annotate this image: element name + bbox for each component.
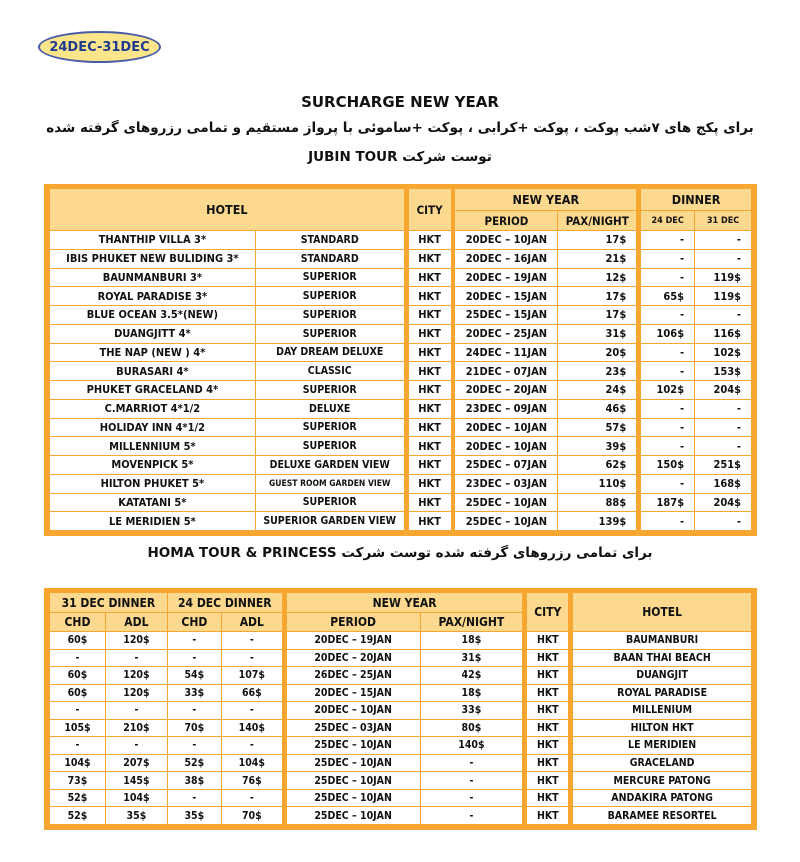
table-row (50, 287, 752, 306)
period-header: PERIOD (455, 211, 558, 231)
room-type-cell: SUPERIOR (255, 268, 404, 287)
pax-night-cell: 46$ (558, 399, 637, 418)
room-type-cell: SUPERIOR (255, 437, 404, 456)
chd-24-cell: 38$ (167, 772, 221, 790)
period-cell: 25DEC – 03JAN (286, 719, 420, 737)
period-cell: 20DEC – 10JAN (455, 231, 558, 250)
surcharge-table-frame (44, 184, 757, 536)
room-type-cell: SUPERIOR (255, 306, 404, 325)
adl-31-cell: - (105, 737, 167, 755)
city-cell: HKT (408, 287, 451, 306)
dinner-24dec-cell: - (641, 418, 695, 437)
city-cell: HKT (408, 381, 451, 400)
table-row (50, 437, 752, 456)
pax-night-cell: 31$ (420, 649, 523, 667)
dinner-31dec-cell: 204$ (695, 381, 752, 400)
chd-24-cell: - (167, 789, 221, 807)
dinner-31dec-cell: 116$ (695, 324, 752, 343)
hotel-cell: IBIS PHUKET NEW BULIDING 3* (50, 249, 256, 268)
table-row (50, 632, 752, 650)
chd-31-cell: 60$ (50, 684, 106, 702)
hotel-cell: DUANGJITT 4* (50, 324, 256, 343)
hotel-cell: BAUMANBURI (573, 632, 752, 650)
hotel-cell: BAAN THAI BEACH (573, 649, 752, 667)
room-type-cell: SUPERIOR (255, 287, 404, 306)
pax-night-cell: 57$ (558, 418, 637, 437)
adl-31-cell: - (105, 702, 167, 720)
dinner-header: DINNER (641, 189, 752, 211)
city-cell: HKT (527, 754, 569, 772)
adl-31-cell: 104$ (105, 789, 167, 807)
city-cell: HKT (408, 343, 451, 362)
room-type-cell: DELUXE GARDEN VIEW (255, 456, 404, 475)
room-type-cell: SUPERIOR (255, 493, 404, 512)
city-cell: HKT (408, 362, 451, 381)
hotel-cell: BURASARI 4* (50, 362, 256, 381)
period-cell: 20DEC – 15JAN (455, 287, 558, 306)
period-cell: 23DEC – 03JAN (455, 474, 558, 493)
adl-24-cell: - (221, 632, 282, 650)
dinner-31dec-cell: - (695, 231, 752, 250)
adl-31-cell: 207$ (105, 754, 167, 772)
period-cell: 25DEC – 10JAN (286, 789, 420, 807)
pax-night-cell: 20$ (558, 343, 637, 362)
period-cell: 20DEC – 10JAN (286, 702, 420, 720)
adl-31-cell: 120$ (105, 667, 167, 685)
table-row (50, 362, 752, 381)
chd-31-cell: 52$ (50, 807, 106, 825)
hotel-cell: ANDAKIRA PATONG (573, 789, 752, 807)
table-row (50, 324, 752, 343)
dinner-24dec-cell: - (641, 362, 695, 381)
chd-31-cell: - (50, 737, 106, 755)
room-type-cell: DELUXE (255, 399, 404, 418)
period-cell: 25DEC – 10JAN (286, 754, 420, 772)
dinner-24dec-cell: - (641, 231, 695, 250)
dinner-31dec-cell: 168$ (695, 474, 752, 493)
new-year-header: NEW YEAR (455, 189, 637, 211)
dinner-31dec-cell: 119$ (695, 268, 752, 287)
city-cell: HKT (408, 268, 451, 287)
pax-night-cell: 110$ (558, 474, 637, 493)
hotel-cell: MILLENIUM (573, 702, 752, 720)
table-row (50, 249, 752, 268)
chd-24-cell: - (167, 649, 221, 667)
hotel-cell: PHUKET GRACELAND 4* (50, 381, 256, 400)
adl-24-cell: 104$ (221, 754, 282, 772)
city-cell: HKT (527, 702, 569, 720)
chd-24-cell: - (167, 632, 221, 650)
room-type-cell: SUPERIOR (255, 381, 404, 400)
city-cell: HKT (527, 632, 569, 650)
dinner-24dec-cell: - (641, 268, 695, 287)
city-cell: HKT (408, 512, 451, 531)
city-cell: HKT (527, 649, 569, 667)
pax-night-cell: 18$ (420, 684, 523, 702)
city-cell: HKT (527, 789, 569, 807)
hotel-cell: LE MERIDIEN (573, 737, 752, 755)
table-row (50, 268, 752, 287)
table-row (50, 343, 752, 362)
adl-31-cell: 35$ (105, 807, 167, 825)
city-cell: HKT (527, 719, 569, 737)
period-cell: 20DEC – 25JAN (455, 324, 558, 343)
dinner-24dec-header: 24 DEC DINNER (167, 593, 282, 613)
table-row (50, 456, 752, 475)
table-row (50, 493, 752, 512)
table-row (50, 719, 752, 737)
pax-night-cell: 80$ (420, 719, 523, 737)
pax-night-cell: 140$ (420, 737, 523, 755)
city-cell: HKT (408, 306, 451, 325)
dinner-24dec-cell: - (641, 399, 695, 418)
city-cell: HKT (408, 231, 451, 250)
dinner-24dec-cell: 150$ (641, 456, 695, 475)
adl-31-cell: - (105, 649, 167, 667)
table-row (50, 649, 752, 667)
dinner-24dec-cell: 65$ (641, 287, 695, 306)
dinner-31dec-header: 31 DEC DINNER (50, 593, 168, 613)
dinner-24dec-cell: - (641, 437, 695, 456)
page-title: SURCHARGE NEW YEAR (301, 93, 499, 111)
hotel-cell: BLUE OCEAN 3.5*(NEW) (50, 306, 256, 325)
chd-31-cell: 60$ (50, 667, 106, 685)
city-cell: HKT (408, 399, 451, 418)
chd-31-cell: - (50, 702, 106, 720)
table-row (50, 231, 752, 250)
period-cell: 20DEC – 19JAN (286, 632, 420, 650)
period-cell: 25DEC – 10JAN (286, 737, 420, 755)
period-cell: 20DEC – 20JAN (455, 381, 558, 400)
period-cell: 20DEC – 19JAN (455, 268, 558, 287)
pax-night-header: PAX/NIGHT (558, 211, 637, 231)
dinner-31dec-cell: - (695, 437, 752, 456)
city-cell: HKT (527, 807, 569, 825)
dinner-24dec-cell: - (641, 343, 695, 362)
period-cell: 25DEC – 10JAN (286, 807, 420, 825)
hotel-cell: HOLIDAY INN 4*1/2 (50, 418, 256, 437)
dinner-31dec-cell: - (695, 306, 752, 325)
city-cell: HKT (408, 493, 451, 512)
new-year-header: NEW YEAR (286, 593, 523, 613)
period-cell: 26DEC – 25JAN (286, 667, 420, 685)
period-cell: 23DEC – 09JAN (455, 399, 558, 418)
period-cell: 24DEC – 11JAN (455, 343, 558, 362)
pax-night-cell: 88$ (558, 493, 637, 512)
pax-night-cell: 31$ (558, 324, 637, 343)
hotel-cell: HILTON PHUKET 5* (50, 474, 256, 493)
period-cell: 25DEC – 07JAN (455, 456, 558, 475)
homa-table (49, 592, 752, 825)
dinner-31dec-cell: - (695, 512, 752, 531)
chd-31-cell: 105$ (50, 719, 106, 737)
city-cell: HKT (408, 418, 451, 437)
chd-24-cell: - (167, 737, 221, 755)
city-header: CITY (527, 593, 569, 632)
dinner-31dec-cell: - (695, 399, 752, 418)
period-cell: 25DEC – 15JAN (455, 306, 558, 325)
pax-night-cell: 33$ (420, 702, 523, 720)
dinner-31dec-cell: 204$ (695, 493, 752, 512)
period-cell: 20DEC – 10JAN (455, 437, 558, 456)
hotel-cell: GRACELAND (573, 754, 752, 772)
hotel-cell: MILLENNIUM 5* (50, 437, 256, 456)
city-cell: HKT (408, 474, 451, 493)
pax-night-cell: 42$ (420, 667, 523, 685)
adl-24-cell: - (221, 702, 282, 720)
period-cell: 25DEC – 10JAN (286, 772, 420, 790)
hotel-cell: C.MARRIOT 4*1/2 (50, 399, 256, 418)
table-row (50, 754, 752, 772)
chd-31-cell: 60$ (50, 632, 106, 650)
table-row (50, 667, 752, 685)
adl-31-cell: 210$ (105, 719, 167, 737)
period-cell: 21DEC – 07JAN (455, 362, 558, 381)
date-range-badge: 24DEC-31DEC (38, 31, 161, 63)
agency-line: توست شرکت JUBIN TOUR (308, 149, 492, 165)
pax-night-header: PAX/NIGHT (420, 613, 523, 632)
dinner-24dec-cell: 187$ (641, 493, 695, 512)
adl-24-cell: 140$ (221, 719, 282, 737)
table-row (50, 684, 752, 702)
room-type-cell: STANDARD (255, 249, 404, 268)
adl-24-cell: - (221, 789, 282, 807)
table-row (50, 399, 752, 418)
second-agency-line: برای تمامی رزروهای گرفته شده توست شرکت HOMA TOUR & PRINCESS (147, 545, 653, 561)
table-row (50, 737, 752, 755)
adl-31-cell: 120$ (105, 684, 167, 702)
city-cell: HKT (527, 667, 569, 685)
adl-24-cell: 76$ (221, 772, 282, 790)
homa-table-frame (44, 588, 757, 830)
dinner-31dec-cell: 251$ (695, 456, 752, 475)
chd-24-cell: - (167, 702, 221, 720)
chd-31-cell: 52$ (50, 789, 106, 807)
chd-24-cell: 70$ (167, 719, 221, 737)
adl-31-cell: 120$ (105, 632, 167, 650)
pax-night-cell: 18$ (420, 632, 523, 650)
table-row (50, 807, 752, 825)
room-type-cell: SUPERIOR (255, 324, 404, 343)
hotel-cell: ROYAL PARADISE (573, 684, 752, 702)
pax-night-cell: 24$ (558, 381, 637, 400)
adl-24-cell: 66$ (221, 684, 282, 702)
period-cell: 25DEC – 10JAN (455, 512, 558, 531)
hotel-cell: BAUNMANBURI 3* (50, 268, 256, 287)
period-cell: 20DEC – 10JAN (455, 418, 558, 437)
dinner-31dec-cell: - (695, 418, 752, 437)
hotel-cell: KATATANI 5* (50, 493, 256, 512)
pax-night-cell: 62$ (558, 456, 637, 475)
table-row (50, 381, 752, 400)
hotel-cell: DUANGJIT (573, 667, 752, 685)
period-header: PERIOD (286, 613, 420, 632)
city-header: CITY (408, 189, 451, 231)
hotel-header: HOTEL (50, 189, 405, 231)
hotel-cell: MERCURE PATONG (573, 772, 752, 790)
chd-24-header: CHD (167, 613, 221, 632)
pax-night-cell: - (420, 772, 523, 790)
surcharge-table (49, 188, 752, 531)
table-row (50, 772, 752, 790)
dinner-31dec-cell: 153$ (695, 362, 752, 381)
hotel-cell: THE NAP (NEW ) 4* (50, 343, 256, 362)
pax-night-cell: 23$ (558, 362, 637, 381)
hotel-cell: ROYAL PARADISE 3* (50, 287, 256, 306)
hotel-header: HOTEL (573, 593, 752, 632)
table-row (50, 306, 752, 325)
dinner-24dec-cell: 106$ (641, 324, 695, 343)
adl-24-cell: 107$ (221, 667, 282, 685)
chd-31-header: CHD (50, 613, 106, 632)
pax-night-cell: 17$ (558, 306, 637, 325)
table-row (50, 418, 752, 437)
dinner-24dec-cell: 102$ (641, 381, 695, 400)
pax-night-cell: - (420, 754, 523, 772)
pax-night-cell: 17$ (558, 231, 637, 250)
adl-24-cell: 70$ (221, 807, 282, 825)
adl-24-cell: - (221, 737, 282, 755)
chd-31-cell: 73$ (50, 772, 106, 790)
chd-24-cell: 35$ (167, 807, 221, 825)
hotel-cell: BARAMEE RESORTEL (573, 807, 752, 825)
chd-24-cell: 54$ (167, 667, 221, 685)
hotel-cell: MOVENPICK 5* (50, 456, 256, 475)
dinner-24dec-cell: - (641, 512, 695, 531)
city-cell: HKT (527, 684, 569, 702)
room-type-cell: SUPERIOR (255, 418, 404, 437)
chd-31-cell: 104$ (50, 754, 106, 772)
dinner-31dec-cell: - (695, 249, 752, 268)
chd-24-cell: 52$ (167, 754, 221, 772)
city-cell: HKT (408, 437, 451, 456)
adl-31-header: ADL (105, 613, 167, 632)
hotel-cell: THANTHIP VILLA 3* (50, 231, 256, 250)
pax-night-cell: 17$ (558, 287, 637, 306)
city-cell: HKT (527, 737, 569, 755)
table-row (50, 474, 752, 493)
table-row (50, 512, 752, 531)
dinner-31dec-cell: 119$ (695, 287, 752, 306)
city-cell: HKT (527, 772, 569, 790)
hotel-cell: LE MERIDIEN 5* (50, 512, 256, 531)
dinner-31dec-cell: 102$ (695, 343, 752, 362)
dinner-24dec-cell: - (641, 474, 695, 493)
city-cell: HKT (408, 249, 451, 268)
pax-night-cell: 21$ (558, 249, 637, 268)
dinner-24dec-cell: - (641, 249, 695, 268)
pax-night-cell: - (420, 789, 523, 807)
hotel-cell: HILTON HKT (573, 719, 752, 737)
room-type-cell: CLASSIC (255, 362, 404, 381)
city-cell: HKT (408, 456, 451, 475)
table-row (50, 789, 752, 807)
adl-24-header: ADL (221, 613, 282, 632)
city-cell: HKT (408, 324, 451, 343)
room-type-cell: STANDARD (255, 231, 404, 250)
dinner-24dec-cell: - (641, 306, 695, 325)
room-type-cell: SUPERIOR GARDEN VIEW (255, 512, 404, 531)
chd-31-cell: - (50, 649, 106, 667)
pax-night-cell: 39$ (558, 437, 637, 456)
dinner-24dec-header: 24 DEC (641, 211, 695, 231)
dinner-31dec-header: 31 DEC (695, 211, 752, 231)
period-cell: 20DEC – 20JAN (286, 649, 420, 667)
period-cell: 25DEC – 10JAN (455, 493, 558, 512)
room-type-cell: GUEST ROOM GARDEN VIEW (255, 474, 404, 493)
chd-24-cell: 33$ (167, 684, 221, 702)
pax-night-cell: - (420, 807, 523, 825)
adl-31-cell: 145$ (105, 772, 167, 790)
pax-night-cell: 139$ (558, 512, 637, 531)
table-row (50, 702, 752, 720)
period-cell: 20DEC – 16JAN (455, 249, 558, 268)
pax-night-cell: 12$ (558, 268, 637, 287)
period-cell: 20DEC – 15JAN (286, 684, 420, 702)
room-type-cell: DAY DREAM DELUXE (255, 343, 404, 362)
package-subtitle: برای پکج های ۷شب پوکت ، پوکت +کرابی ، پوکت +ساموئی با پرواز مستقیم و تمامی رزروهای گرفته شده (46, 120, 754, 136)
adl-24-cell: - (221, 649, 282, 667)
